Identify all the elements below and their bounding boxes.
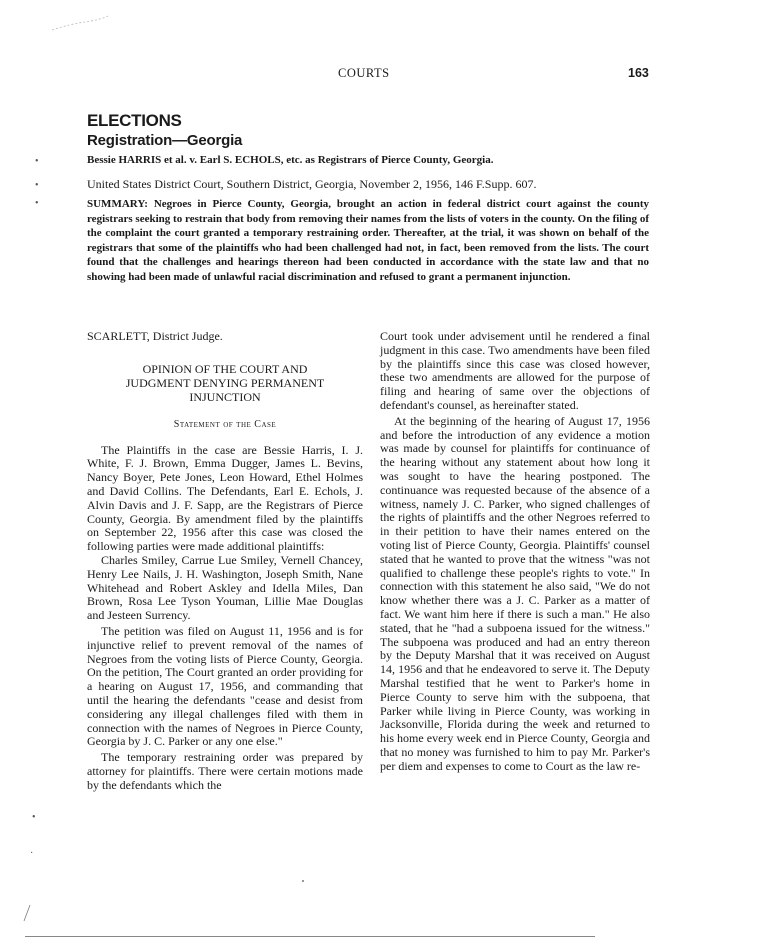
section-subtitle: Registration—Georgia: [87, 132, 243, 149]
judge-name: SCARLETT, District Judge.: [87, 329, 223, 343]
margin-mark: •: [32, 812, 36, 823]
case-citation: United States District Court, Southern District, Georgia, November 2, 1956, 146 F.Supp. 607.: [87, 177, 537, 191]
margin-mark: ·: [30, 848, 34, 859]
case-name: Bessie HARRIS et al. v. Earl S. ECHOLS, etc. as Registrars of Pierce County, Georgia.: [87, 154, 494, 166]
paragraph: The Plaintiffs in the case are Bessie Harris, I. J. White, F. J. Brown, Emma Dugger, James L. Bevins, Nancy Boyer, Pete Jones, Leon Howard, Ethel Holmes and David Collins. The Defendants, Earl E. Echols, J. Alvin Davis and J. F. Sapp, are the Registrars of Pierce County, Georgia. By amendment filed by the plaintiffs on September 22, 1956 after this case was closed the following parties were made additional plaintiffs:: [87, 442, 363, 554]
paragraph: At the beginning of the hearing of August 17, 1956 and before the introduction of any evidence a motion was made by counsel for plaintiffs for continuance of the hearing without any statement about how long it was sought to have the hearing postponed. The continuance was requested because of the absence of a witness, namely J. C. Parker, who signed challenges of the rights of plaintiffs and the other Negroes referred to in their petition to have their names entered on the voting list of Pierce County, Georgia. Plaintiffs' counsel stated that he wanted to prove that the witness "was not qualified to challenge these people's rights to vote." In connection with this statement he also said, "We do not know whether there was a J. C. Parker as a matter of fact. We want him here if there is such a man." He also stated, that he "had a subpoena issued for the witness." The subpoena was produced and had an entry thereon by the Deputy Marshal that it was received on August 14, 1956 and that he endeavored to serve it. The Deputy Marshal testified that he went to Parker's home in Pierce County to serve him with the subpoena, that Parker while living in Pierce County, was working in Jacksonville, Florida during the week and returned to his home every week end in Pierce County, Georgia and that no money was furnished to him to pay Mr. Parker's per diem and expenses to come to Court as the law re-: [380, 413, 650, 773]
case-summary: SUMMARY: Negroes in Pierce County, Georgia, brought an action in federal district court against the county registrars seeking to restrain that body from removing their names from the lists of voters in the county. On the filing of the complaint the court granted a temporary restraining order. Thereafter, at the trial, it was shown on behalf of the registrars that some of the plaintiffs who had been challenged had not, in fact, been removed from the lists. The court found that the challenges and hearings thereon had been conducted in accordance with the state law and that no showing had been made of unlawful racial discrimination and refused to grant a permanent injunction.: [87, 198, 649, 283]
section-title: ELECTIONS: [87, 111, 182, 130]
paragraph: The petition was filed on August 11, 1956 and is for injunctive relief to prevent removal of the names of Negroes from the voting lists of Pierce County, Georgia. On the petition, The Court granted an order providing for a hearing on August 17, 1956, and commanding that until the hearing the defendants "cease and desist from considering any illegal challenges filed with them in connection with the names of Negroes in Pierce County, Georgia by J. C. Parker or any one else.": [87, 623, 363, 749]
margin-mark: •: [35, 156, 39, 167]
scan-pen-mark: [22, 902, 32, 922]
scan-dot: [302, 880, 304, 882]
right-column: [380, 330, 650, 774]
statement-heading: Statement of the Case: [173, 418, 277, 430]
paragraph: Court took under advisement until he rendered a final judgment in this case. Two amendments have been filed by the plaintiffs since this case was closed however, these two amendments are allowed for the purpose of filing and hearing of same over the objections of defendant's counsel, as hereinafter stated.: [380, 329, 650, 412]
margin-mark: •: [35, 198, 39, 209]
running-title: COURTS: [338, 66, 390, 80]
page-number: 163: [628, 66, 649, 80]
left-column: [87, 330, 363, 793]
opinion-heading: OPINION OF THE COURT AND JUDGMENT DENYING PERMANENT INJUNCTION: [125, 361, 325, 404]
margin-mark: •: [35, 180, 39, 191]
bottom-rule: [25, 936, 595, 937]
scan-smudge-mark: [50, 10, 110, 35]
paragraph: The temporary restraining order was prepared by attorney for plaintiffs. There were certain motions made by the defendants which the: [87, 750, 363, 792]
paragraph: Charles Smiley, Carrue Lue Smiley, Vernell Chancey, Henry Lee Nails, J. H. Washington, Joseph Smith, Nane Whitehead and Robert Askley and Idella Miles, Dan Brown, Rosa Lee Tyson Youman, Lillie Mae Douglas and Jesteen Surrency.: [87, 552, 363, 623]
